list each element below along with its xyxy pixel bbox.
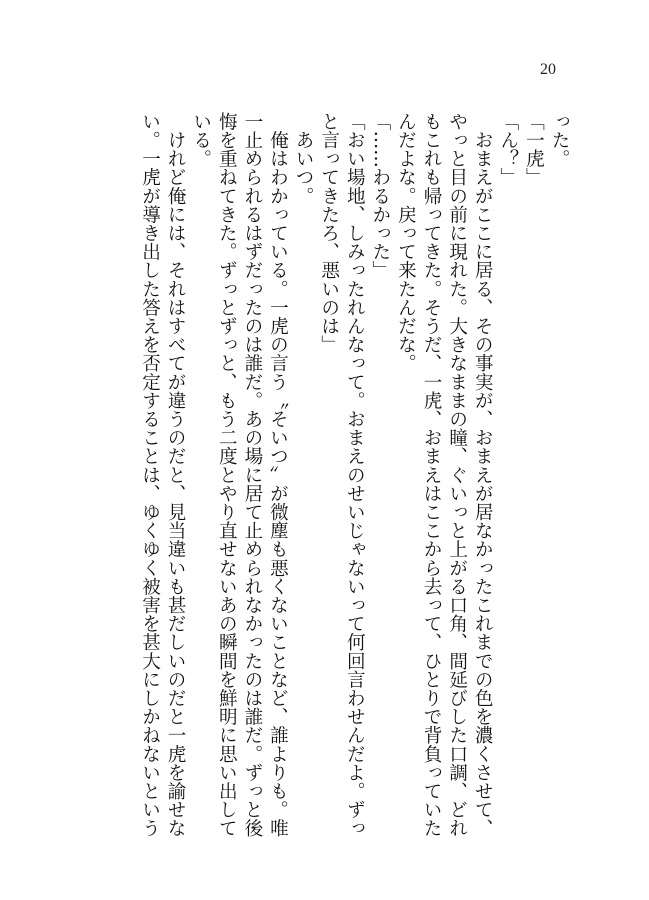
text-line-10: と言ってきたろ、悪いのは」: [318, 112, 340, 354]
text-line-14: 悔を重ねてきた。ずっとずっと、もう二度とやり直せないあの瞬間を鮮明に思い出して: [216, 112, 238, 838]
text-line-5: やっと目の前に現れた。大きなままの瞳、ぐいっと上がる口角、間延びした口調、どれ: [446, 112, 468, 838]
page-number: 20: [540, 61, 556, 78]
text-line-7: んだよな。戻って来たんだな。: [395, 112, 417, 373]
text-line-2: 「一虎」: [523, 112, 545, 187]
text-line-4: おまえがここに居る、その事実が、おまえが居なかったこれまでの色を濃くさせて、: [472, 112, 494, 838]
text-line-8: 「……わるかった」: [369, 112, 391, 280]
text-line-15: いる。: [190, 112, 212, 168]
text-line-11: あいつ。: [293, 112, 315, 205]
text-line-6: もこれも帰ってきた。そうだ、一虎、おまえはここから去って、ひとりで背負っていた: [421, 112, 443, 838]
text-line-17: い。一虎が導き出した答えを否定することは、ゆくゆく被害を甚大にしかねないという: [139, 112, 161, 838]
text-line-12: 俺はわかっている。一虎の言う〝そいつ〟が微塵も悪くないことなど、誰よりも。唯: [267, 112, 289, 838]
text-line-9: 「おい場地、しみったれんなって。おまえのせいじゃないって何回言わせんだよ。ずっ: [344, 112, 366, 838]
vertical-text-body: [137, 112, 572, 838]
text-line-13: 一止められるはずだったのは誰だ。あの場に居て止められなかったのは誰だ。ずっと後: [241, 112, 263, 838]
text-line-1: った。: [549, 112, 570, 168]
text-line-16: けれど俺には、それはすべてが違うのだと、見当違いも甚だしいのだと一虎を諭せな: [165, 112, 187, 838]
text-line-3: 「ん？」: [497, 112, 519, 187]
